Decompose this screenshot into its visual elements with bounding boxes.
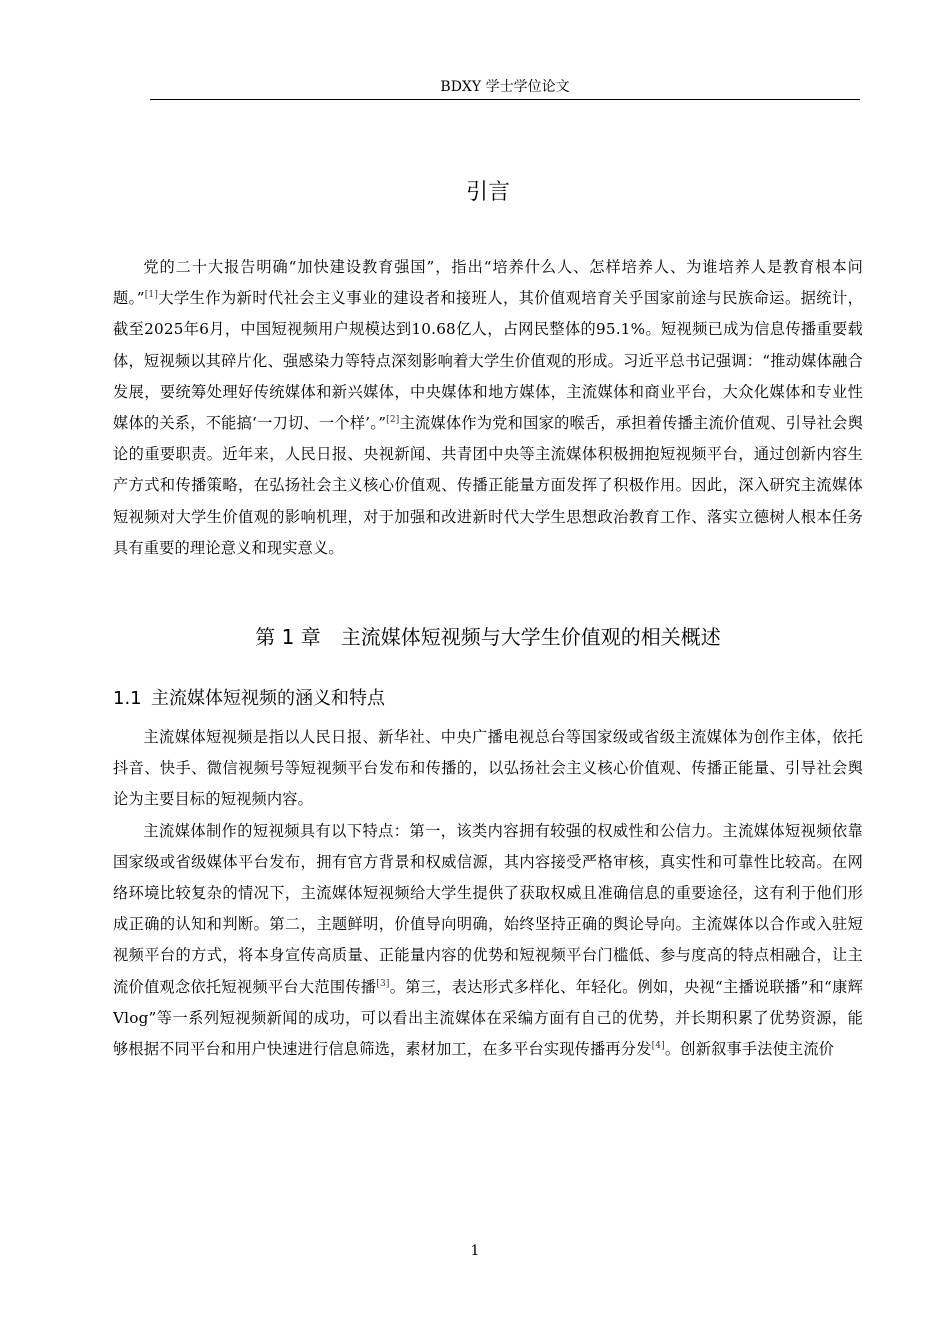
intro-paragraph (113, 252, 863, 564)
header-rule (150, 99, 860, 100)
page-body (113, 178, 863, 1065)
page-number: 1 (470, 1243, 480, 1259)
section-paragraph-1: 主流媒体短视频是指以人民日报、新华社、中央广播电视总台等国家级或省级主流媒体为创作主体，依托抖音、快手、微信视频号等短视频平台发布和传播的，以弘扬社会主义核心价值观、传播正能量、引导社会舆论为主要目标的短视频内容。 (113, 728, 863, 809)
citation-2: [2] (386, 415, 400, 426)
intro-text-3: 主流媒体作为党和国家的喉舌，承担着传播主流价值观、引导社会舆论的重要职责。近年来，人民日报、央视新闻、共青团中央等主流媒体积极拥抱短视频平台，通过创新内容生产方式和传播策略，在弘扬社会主义核心价值观、传播正能量方面发挥了积极作用。因此，深入研究主流媒体短视频对大学生价值观的影响机理，对于加强和改进新时代大学生思想政治教育工作、落实立德树人根本任务具有重要的理论意义和现实意义。 (113, 414, 863, 557)
intro-text-2: 大学生作为新时代社会主义事业的建设者和接班人，其价值观培育关乎国家前途与民族命运。据统计，截至2025年6月，中国短视频用户规模达到10.68亿人，占网民整体的95.1%。短视频已成为信息传播重要载体，短视频以其碎片化、强感染力等特点深刻影响着大学生价值观的形成。习近平总书记强调：“推动媒体融合发展，要统筹处理好传统媒体和新兴媒体，中央媒体和地方媒体，主流媒体和商业平台，大众化媒体和专业性媒体的关系，不能搞‘一刀切、一个样’。” (113, 289, 864, 433)
section-paragraph-2 (113, 816, 863, 1066)
section-heading (113, 686, 863, 712)
citation-3: [3] (376, 978, 390, 989)
citation-4: [4] (651, 1041, 665, 1052)
section-text-1: 主流媒体制作的短视频具有以下特点：第一，该类内容拥有较强的权威性和公信力。主流媒体短视频依靠国家级或省级媒体平台发布，拥有官方背景和权威信源，其内容接受严格审核，真实性和可靠性比较高。在网络环境比较复杂的情况下，主流媒体短视频给大学生提供了获取权威且准确信息的重要途径，这有利于他们形成正确的认知和判断。第二，主题鲜明，价值导向明确，始终坚持正确的舆论导向。主流媒体以合作或入驻短视频平台的方式，将本身宣传高质量、正能量内容的优势和短视频平台门槛低、参与度高的特点相融合，让主流价值观念依托短视频平台大范围传播 (113, 821, 863, 996)
section-text-2: 。第三，表达形式多样化、年轻化。例如，央视“主播说联播”和“康辉Vlog”等一系列短视频新闻的成功，可以看出主流媒体在采编方面有自己的优势，并长期积累了优势资源，能够根据不同平台和用户快速进行信息筛选，素材加工，在多平台实现传播再分发 (113, 977, 863, 1059)
intro-title: 引言 (465, 180, 510, 205)
chapter-title: 第 1 章 主流媒体短视频与大学生价值观的相关概述 (255, 625, 721, 650)
section-number: 1.1 (113, 688, 142, 710)
running-header: BDXY 学士学位论文 (440, 79, 570, 95)
citation-1: [1] (144, 290, 159, 301)
section-title: 主流媒体短视频的涵义和特点 (151, 688, 385, 710)
section-text-3: 。创新叙事手法使主流价 (664, 1040, 835, 1059)
intro-text-1: 党的二十大报告明确“加快建设教育强国”，指出“培养什么人、怎样培养人、为谁培养人是教育根本问题。” (113, 258, 863, 308)
